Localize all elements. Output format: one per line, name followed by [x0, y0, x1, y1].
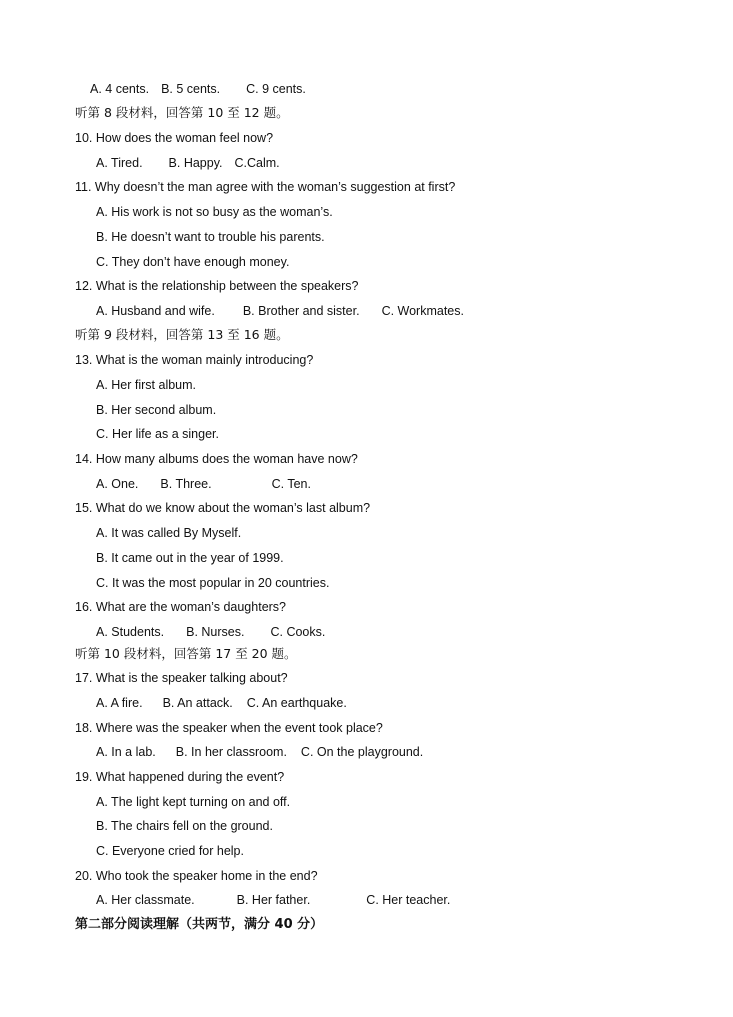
q11-option-b: B. He doesn’t want to trouble his parents.: [96, 230, 325, 244]
q18-options: [96, 744, 423, 760]
section-heading-9: 听第 9 段材料，回答第 13 至 16 题。: [75, 327, 289, 342]
option-a: A. Her classmate.: [96, 893, 195, 907]
q20-options: [96, 892, 450, 908]
option-a: A. 4 cents.: [90, 82, 150, 96]
q11-option-c: C. They don’t have enough money.: [96, 255, 290, 269]
q13-option-a: A. Her first album.: [96, 378, 197, 392]
option-c: C. On the playground.: [300, 745, 424, 759]
question-17: 17. What is the speaker talking about?: [75, 671, 288, 685]
option-a: A. Students.: [96, 625, 165, 639]
option-a: A. One.: [96, 477, 139, 491]
q11-option-a: A. His work is not so busy as the woman’s.: [96, 205, 333, 219]
option-a: A. Tired.: [96, 156, 143, 170]
q17-options: [96, 695, 347, 711]
q12-options: [96, 303, 464, 319]
question-19: 19. What happened during the event?: [75, 770, 285, 784]
q16-options: [96, 624, 325, 640]
option-a: A. A fire.: [96, 696, 143, 710]
option-b: B. Nurses.: [186, 625, 245, 639]
option-b: B. An attack.: [162, 696, 233, 710]
question-12: 12. What is the relationship between the speakers?: [75, 279, 359, 293]
option-b: B. Her father.: [236, 893, 311, 907]
q15-option-a: A. It was called By Myself.: [96, 526, 242, 540]
option-c: C. 9 cents.: [246, 82, 306, 96]
q14-options: [96, 476, 311, 492]
option-b: B. Happy.: [168, 156, 223, 170]
part-two-heading: 第二部分阅读理解（共两节，满分 40 分）: [75, 917, 324, 932]
option-c: C. Workmates.: [381, 304, 464, 318]
option-a: A. Husband and wife.: [96, 304, 215, 318]
section-heading-8: 听第 8 段材料，回答第 10 至 12 题。: [75, 105, 289, 120]
q19-option-a: A. The light kept turning on and off.: [96, 795, 291, 809]
question-13: 13. What is the woman mainly introducing?: [75, 353, 314, 367]
question-10: 10. How does the woman feel now?: [75, 131, 274, 145]
option-c: C. Her teacher.: [366, 893, 451, 907]
question-16: 16. What are the woman’s daughters?: [75, 600, 287, 614]
q15-option-c: C. It was the most popular in 20 countries.: [96, 576, 330, 590]
question-15: 15. What do we know about the woman’s last album?: [75, 501, 371, 515]
q19-option-c: C. Everyone cried for help.: [96, 844, 244, 858]
question-20: 20. Who took the speaker home in the end?: [75, 869, 318, 883]
question-14: 14. How many albums does the woman have now?: [75, 452, 358, 466]
q13-option-b: B. Her second album.: [96, 403, 217, 417]
q10-options: [96, 155, 280, 171]
option-a: A. In a lab.: [96, 745, 156, 759]
question-11: 11. Why doesn’t the man agree with the woman’s suggestion at first?: [75, 180, 456, 194]
option-c: C.Calm.: [234, 156, 280, 170]
option-b: B. 5 cents.: [161, 82, 221, 96]
option-c: C. Ten.: [271, 477, 311, 491]
option-b: B. Brother and sister.: [242, 304, 360, 318]
question-18: 18. Where was the speaker when the event took place?: [75, 721, 383, 735]
option-c: C. Cooks.: [270, 625, 326, 639]
q19-option-b: B. The chairs fell on the ground.: [96, 819, 273, 833]
option-c: C. An earthquake.: [246, 696, 347, 710]
section-heading-10: 听第 10 段材料，回答第 17 至 20 题。: [75, 646, 297, 661]
q13-option-c: C. Her life as a singer.: [96, 427, 219, 441]
q15-option-b: B. It came out in the year of 1999.: [96, 551, 284, 565]
q9-options: [90, 81, 306, 97]
option-b: B. In her classroom.: [175, 745, 287, 759]
option-b: B. Three.: [160, 477, 212, 491]
